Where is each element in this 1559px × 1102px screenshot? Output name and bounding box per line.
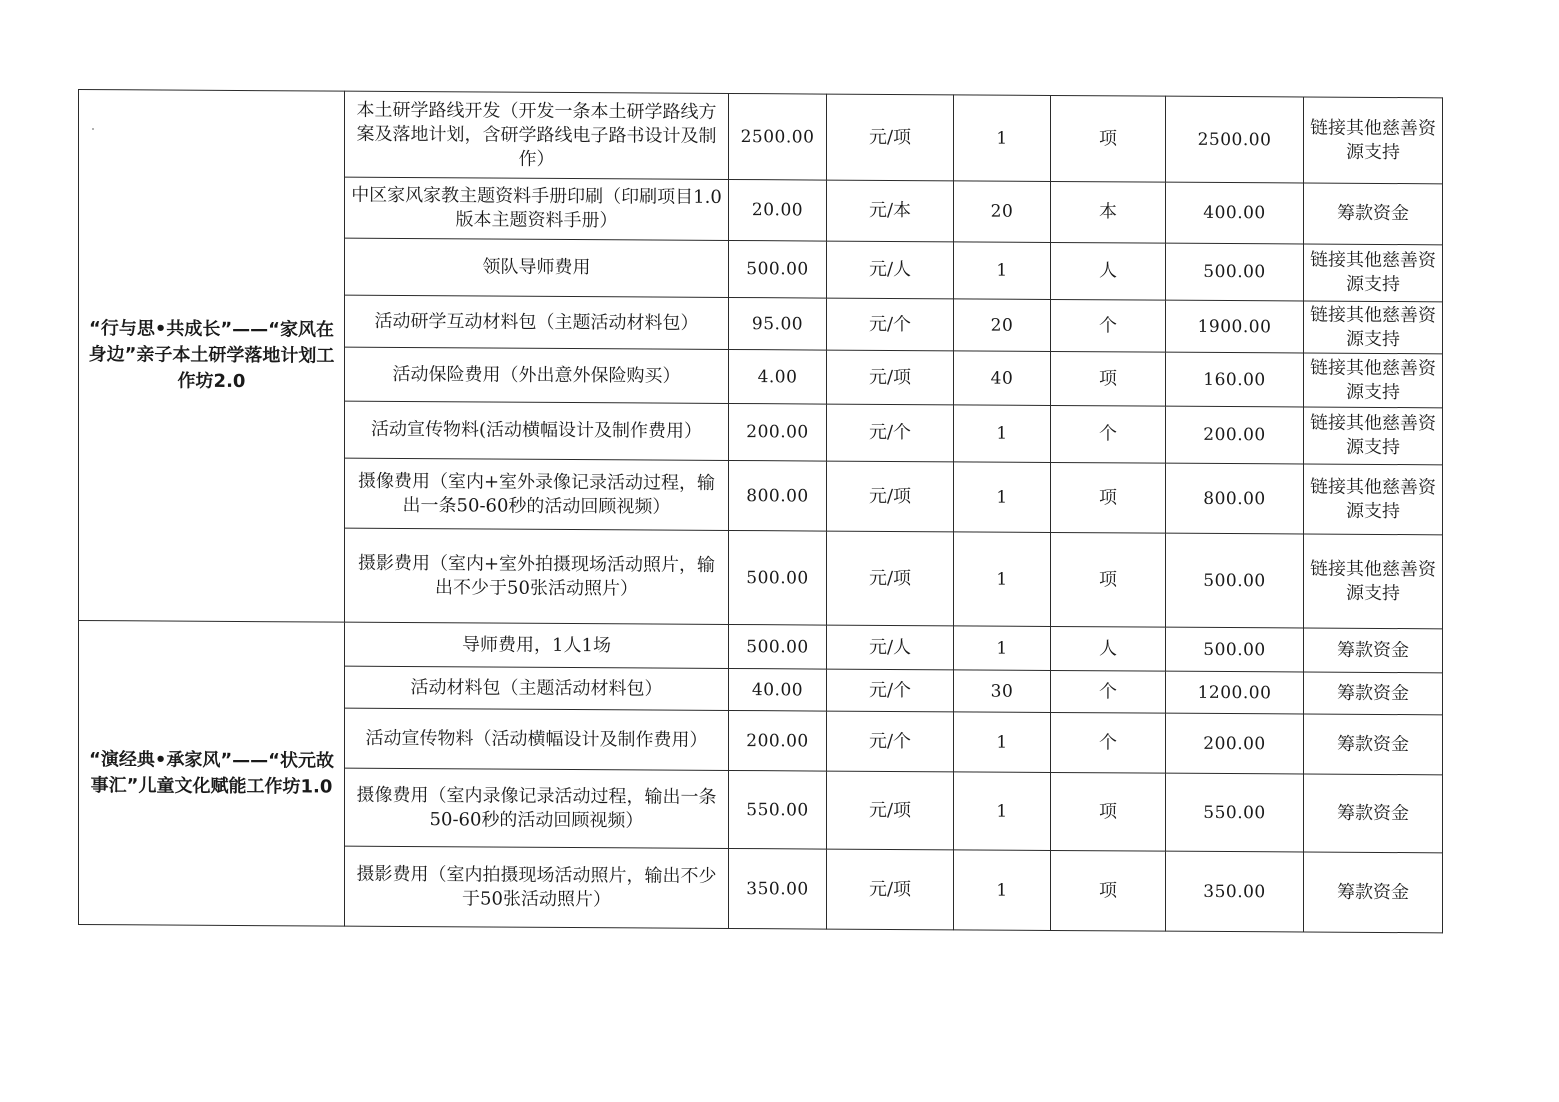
quantity-unit: 人 — [1051, 626, 1166, 671]
funding-source: 链接其他慈善资源支持 — [1304, 97, 1443, 184]
price-unit: 元/本 — [827, 180, 954, 242]
funding-source: 筹款资金 — [1304, 628, 1443, 673]
unit-price: 2500.00 — [729, 93, 827, 180]
quantity: 1 — [954, 626, 1051, 671]
item-description: 中区家风家教主题资料手册印刷（印刷项目1.0版本主题资料手册） — [345, 177, 729, 240]
price-unit: 元/项 — [827, 461, 954, 532]
table-row — [79, 621, 1443, 673]
unit-price: 4.00 — [729, 349, 827, 404]
subtotal: 500.00 — [1166, 243, 1304, 301]
funding-source: 筹款资金 — [1304, 714, 1443, 775]
price-unit: 元/项 — [827, 94, 954, 181]
unit-price: 500.00 — [729, 624, 827, 669]
table-row — [79, 90, 1443, 184]
subtotal: 160.00 — [1166, 352, 1304, 407]
unit-price: 40.00 — [729, 668, 827, 711]
price-unit: 元/个 — [827, 711, 954, 772]
price-unit: 元/项 — [827, 849, 954, 930]
quantity-unit: 项 — [1051, 532, 1166, 627]
item-description: 摄影费用（室内拍摄现场活动照片，输出不少于50张活动照片） — [345, 846, 729, 928]
unit-price: 200.00 — [729, 710, 827, 771]
price-unit: 元/人 — [827, 625, 954, 670]
item-description: 摄像费用（室内+室外录像记录活动过程，输出一条50-60秒的活动回顾视频） — [345, 458, 729, 530]
item-description: 活动宣传物料(活动横幅设计及制作费用） — [345, 401, 729, 460]
price-unit: 元/人 — [827, 241, 954, 299]
subtotal: 200.00 — [1166, 406, 1304, 464]
quantity-unit: 人 — [1051, 242, 1166, 300]
quantity-unit: 项 — [1051, 95, 1166, 182]
unit-price: 500.00 — [729, 240, 827, 298]
unit-price: 800.00 — [729, 460, 827, 531]
funding-source: 链接其他慈善资源支持 — [1304, 301, 1443, 354]
subtotal: 500.00 — [1166, 533, 1304, 628]
price-unit: 元/个 — [827, 669, 954, 712]
unit-price: 550.00 — [729, 770, 827, 849]
quantity: 20 — [954, 181, 1051, 243]
quantity-unit: 个 — [1051, 670, 1166, 713]
item-description: 活动研学互动材料包（主题活动材料包） — [345, 295, 729, 349]
unit-price: 200.00 — [729, 403, 827, 461]
quantity-unit: 个 — [1051, 299, 1166, 352]
unit-price: 350.00 — [729, 848, 827, 929]
quantity: 30 — [954, 670, 1051, 713]
item-description: 摄像费用（室内录像记录活动过程，输出一条50-60秒的活动回顾视频） — [345, 768, 729, 848]
subtotal: 550.00 — [1166, 773, 1304, 852]
item-description: 活动材料包（主题活动材料包） — [345, 666, 729, 710]
subtotal: 200.00 — [1166, 713, 1304, 774]
price-unit: 元/个 — [827, 298, 954, 351]
quantity: 1 — [954, 772, 1051, 851]
quantity: 20 — [954, 299, 1051, 352]
quantity: 1 — [954, 405, 1051, 463]
price-unit: 元/项 — [827, 771, 954, 850]
quantity: 1 — [954, 242, 1051, 300]
price-unit: 元/项 — [827, 531, 954, 626]
funding-source: 链接其他慈善资源支持 — [1304, 353, 1443, 408]
quantity-unit: 项 — [1051, 462, 1166, 533]
funding-source: 筹款资金 — [1304, 183, 1443, 245]
activity-group-name: “演经典•承家风”——“状元故事汇”儿童文化赋能工作坊1.0 — [79, 621, 345, 927]
item-description: 导师费用，1人1场 — [345, 622, 729, 668]
quantity: 1 — [954, 850, 1051, 931]
quantity: 40 — [954, 351, 1051, 406]
price-unit: 元/个 — [827, 404, 954, 462]
quantity-unit: 个 — [1051, 712, 1166, 773]
subtotal: 1200.00 — [1166, 671, 1304, 714]
item-description: 领队导师费用 — [345, 238, 729, 297]
unit-price: 500.00 — [729, 530, 827, 625]
subtotal: 400.00 — [1166, 182, 1304, 244]
budget-table — [78, 89, 1443, 933]
quantity-unit: 项 — [1051, 351, 1166, 406]
quantity: 1 — [954, 532, 1051, 627]
subtotal: 500.00 — [1166, 627, 1304, 672]
item-description: 活动保险费用（外出意外保险购买） — [345, 347, 729, 403]
quantity-unit: 本 — [1051, 181, 1166, 243]
quantity-unit: 项 — [1051, 850, 1166, 931]
funding-source: 链接其他慈善资源支持 — [1304, 407, 1443, 465]
funding-source: 筹款资金 — [1304, 852, 1443, 933]
funding-source: 链接其他慈善资源支持 — [1304, 244, 1443, 302]
quantity-unit: 个 — [1051, 405, 1166, 463]
quantity: 1 — [954, 712, 1051, 773]
subtotal: 2500.00 — [1166, 96, 1304, 183]
item-description: 本土研学路线开发（开发一条本土研学路线方案及落地计划，含研学路线电子路书设计及制作） — [345, 91, 729, 179]
item-description: 活动宣传物料（活动横幅设计及制作费用） — [345, 708, 729, 770]
price-unit: 元/项 — [827, 350, 954, 405]
funding-source: 筹款资金 — [1304, 672, 1443, 715]
subtotal: 800.00 — [1166, 463, 1304, 534]
subtotal: 1900.00 — [1166, 300, 1304, 353]
unit-price: 95.00 — [729, 297, 827, 350]
item-description: 摄影费用（室内+室外拍摄现场活动照片，输出不少于50张活动照片） — [345, 528, 729, 624]
unit-price: 20.00 — [729, 179, 827, 241]
funding-source: 链接其他慈善资源支持 — [1304, 534, 1443, 629]
quantity: 1 — [954, 95, 1051, 182]
funding-source: 链接其他慈善资源支持 — [1304, 464, 1443, 535]
funding-source: 筹款资金 — [1304, 774, 1443, 853]
subtotal: 350.00 — [1166, 851, 1304, 932]
quantity-unit: 项 — [1051, 772, 1166, 851]
activity-group-name: “行与思•共成长”——“家风在身边”亲子本土研学落地计划工作坊2.0 — [79, 90, 345, 623]
quantity: 1 — [954, 462, 1051, 533]
